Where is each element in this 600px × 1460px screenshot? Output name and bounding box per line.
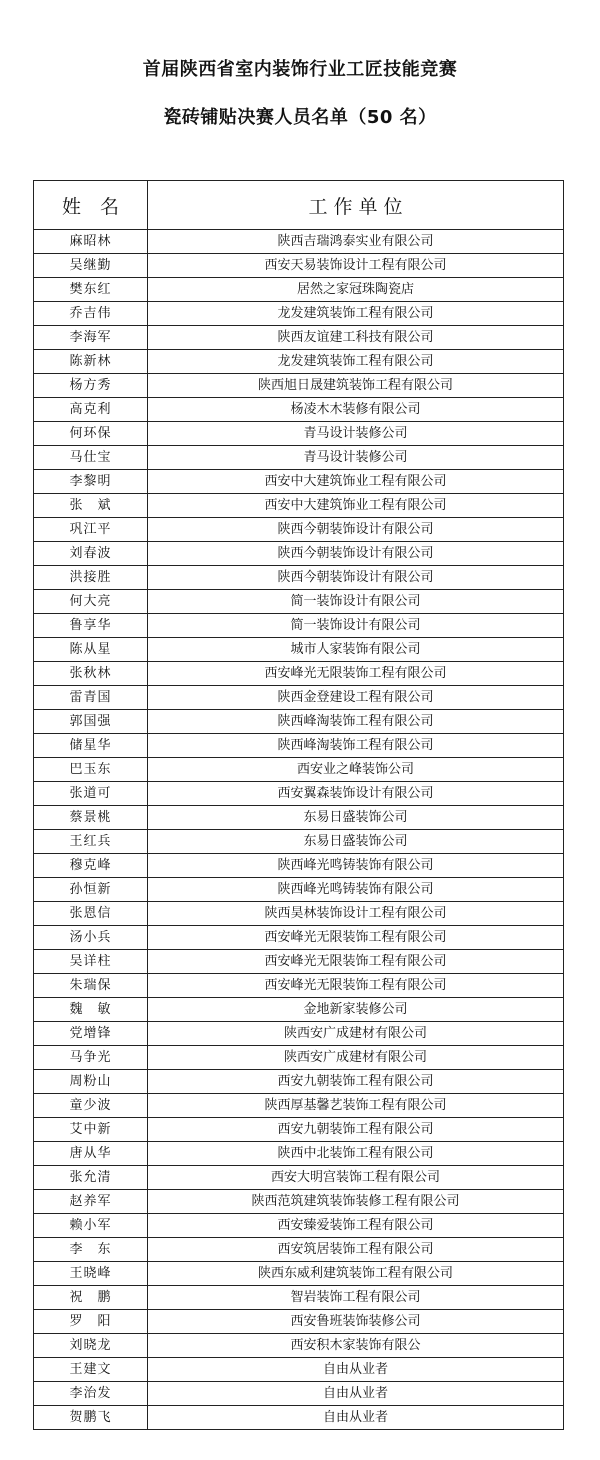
participant-unit: 陕西金登建设工程有限公司 — [148, 686, 564, 710]
participant-name: 刘晓龙 — [34, 1334, 148, 1358]
table-row — [34, 278, 564, 302]
table-row — [34, 422, 564, 446]
participant-unit: 陕西安广成建材有限公司 — [148, 1022, 564, 1046]
table-row — [34, 566, 564, 590]
participant-name: 巴玉东 — [34, 758, 148, 782]
participant-name: 李海军 — [34, 326, 148, 350]
document-title-line-1: 首届陕西省室内装饰行业工匠技能竞赛 — [142, 59, 458, 80]
document-title-line-2: 瓷砖铺贴决赛人员名单（50 名） — [163, 107, 437, 128]
participant-unit: 居然之家冠珠陶瓷店 — [148, 278, 564, 302]
participant-name: 陈从星 — [34, 638, 148, 662]
participant-name: 党增锋 — [34, 1022, 148, 1046]
participant-name: 周粉山 — [34, 1070, 148, 1094]
participant-name: 赵养军 — [34, 1190, 148, 1214]
participant-unit: 东易日盛装饰公司 — [148, 806, 564, 830]
participant-unit: 青马设计装修公司 — [148, 422, 564, 446]
participant-name: 张秋林 — [34, 662, 148, 686]
table-row — [34, 854, 564, 878]
participant-name: 张道可 — [34, 782, 148, 806]
table-row — [34, 398, 564, 422]
table-row — [34, 590, 564, 614]
table-row — [34, 710, 564, 734]
participant-unit: 西安峰光无限装饰工程有限公司 — [148, 950, 564, 974]
table-row — [34, 1214, 564, 1238]
participant-unit: 城市人家装饰有限公司 — [148, 638, 564, 662]
participant-unit: 陕西安广成建材有限公司 — [148, 1046, 564, 1070]
participant-unit: 陕西峰光鸣铸装饰有限公司 — [148, 878, 564, 902]
table-row — [34, 542, 564, 566]
participant-unit: 简一装饰设计有限公司 — [148, 590, 564, 614]
participant-name: 张恩信 — [34, 902, 148, 926]
table-row — [34, 686, 564, 710]
participant-name: 李黎明 — [34, 470, 148, 494]
table-body — [34, 230, 564, 1430]
participant-name: 刘春波 — [34, 542, 148, 566]
participant-name: 乔吉伟 — [34, 302, 148, 326]
participant-unit: 西安鲁班装饰装修公司 — [148, 1310, 564, 1334]
table-row — [34, 1238, 564, 1262]
participant-unit: 西安峰光无限装饰工程有限公司 — [148, 926, 564, 950]
finalist-table — [33, 180, 564, 1430]
table-row — [34, 1382, 564, 1406]
participant-name: 唐从华 — [34, 1142, 148, 1166]
participant-name: 巩江平 — [34, 518, 148, 542]
participant-unit: 西安九朝装饰工程有限公司 — [148, 1118, 564, 1142]
participant-name: 童少波 — [34, 1094, 148, 1118]
table-row — [34, 1166, 564, 1190]
participant-name: 罗 阳 — [34, 1310, 148, 1334]
table-row — [34, 830, 564, 854]
table-row — [34, 470, 564, 494]
participant-unit: 西安天易装饰设计工程有限公司 — [148, 254, 564, 278]
table-row — [34, 614, 564, 638]
table-row — [34, 254, 564, 278]
participant-name: 吴继勤 — [34, 254, 148, 278]
participant-name: 高克利 — [34, 398, 148, 422]
table-row — [34, 926, 564, 950]
participant-name: 杨方秀 — [34, 374, 148, 398]
participant-name: 郭国强 — [34, 710, 148, 734]
participant-name: 马争光 — [34, 1046, 148, 1070]
participant-unit: 自由从业者 — [148, 1358, 564, 1382]
participant-name: 朱瑞保 — [34, 974, 148, 998]
participant-unit: 陕西今朝装饰设计有限公司 — [148, 542, 564, 566]
participant-name: 汤小兵 — [34, 926, 148, 950]
table-row — [34, 326, 564, 350]
header-name: 姓 名 — [34, 181, 148, 230]
participant-name: 马仕宝 — [34, 446, 148, 470]
table-row — [34, 662, 564, 686]
participant-unit: 陕西峰光鸣铸装饰有限公司 — [148, 854, 564, 878]
table-row — [34, 1118, 564, 1142]
table-row — [34, 734, 564, 758]
participant-name: 张允清 — [34, 1166, 148, 1190]
participant-name: 储星华 — [34, 734, 148, 758]
participant-name: 鲁享华 — [34, 614, 148, 638]
participant-name: 李 东 — [34, 1238, 148, 1262]
participant-unit: 青马设计装修公司 — [148, 446, 564, 470]
table-row — [34, 974, 564, 998]
participant-unit: 西安峰光无限装饰工程有限公司 — [148, 974, 564, 998]
table-row — [34, 806, 564, 830]
participant-name: 吴详柱 — [34, 950, 148, 974]
participant-name: 祝 鹏 — [34, 1286, 148, 1310]
table-row — [34, 782, 564, 806]
participant-unit: 智岩装饰工程有限公司 — [148, 1286, 564, 1310]
table-row — [34, 518, 564, 542]
participant-name: 贺鹏飞 — [34, 1406, 148, 1430]
participant-unit: 西安业之峰装饰公司 — [148, 758, 564, 782]
participant-unit: 陕西今朝装饰设计有限公司 — [148, 518, 564, 542]
participant-unit: 西安中大建筑饰业工程有限公司 — [148, 470, 564, 494]
participant-name: 雷青国 — [34, 686, 148, 710]
participant-unit: 西安中大建筑饰业工程有限公司 — [148, 494, 564, 518]
table-row — [34, 446, 564, 470]
participant-name: 何环保 — [34, 422, 148, 446]
participant-name: 艾中新 — [34, 1118, 148, 1142]
table-row — [34, 230, 564, 254]
participant-unit: 简一装饰设计有限公司 — [148, 614, 564, 638]
participant-name: 魏 敏 — [34, 998, 148, 1022]
table-row — [34, 902, 564, 926]
participant-unit: 陕西昊林装饰设计工程有限公司 — [148, 902, 564, 926]
participant-unit: 龙发建筑装饰工程有限公司 — [148, 302, 564, 326]
participant-unit: 陕西峰淘装饰工程有限公司 — [148, 734, 564, 758]
table-row — [34, 758, 564, 782]
participant-name: 麻昭林 — [34, 230, 148, 254]
table-row — [34, 1358, 564, 1382]
table-row — [34, 350, 564, 374]
participant-unit: 陕西吉瑞鸿泰实业有限公司 — [148, 230, 564, 254]
table-row — [34, 1406, 564, 1430]
table-row — [34, 878, 564, 902]
participant-unit: 西安翼森装饰设计有限公司 — [148, 782, 564, 806]
participant-name: 王红兵 — [34, 830, 148, 854]
participant-unit: 西安积木家装饰有限公 — [148, 1334, 564, 1358]
participant-unit: 西安臻爱装饰工程有限公司 — [148, 1214, 564, 1238]
participant-unit: 陕西峰淘装饰工程有限公司 — [148, 710, 564, 734]
table-row — [34, 950, 564, 974]
participant-unit: 龙发建筑装饰工程有限公司 — [148, 350, 564, 374]
participant-unit: 陕西范筑建筑装饰装修工程有限公司 — [148, 1190, 564, 1214]
participant-unit: 西安筑居装饰工程有限公司 — [148, 1238, 564, 1262]
participant-name: 蔡景桃 — [34, 806, 148, 830]
participant-unit: 陕西厚基馨艺装饰工程有限公司 — [148, 1094, 564, 1118]
participant-unit: 自由从业者 — [148, 1382, 564, 1406]
participant-unit: 金地新家装修公司 — [148, 998, 564, 1022]
participant-unit: 西安峰光无限装饰工程有限公司 — [148, 662, 564, 686]
participant-unit: 自由从业者 — [148, 1406, 564, 1430]
participant-name: 樊东红 — [34, 278, 148, 302]
participant-name: 陈新林 — [34, 350, 148, 374]
header-unit: 工 作 单 位 — [148, 181, 564, 230]
table-row — [34, 1190, 564, 1214]
participant-name: 赖小军 — [34, 1214, 148, 1238]
participant-name: 孙恒新 — [34, 878, 148, 902]
table-header-row — [34, 181, 564, 230]
table-row — [34, 1334, 564, 1358]
table-row — [34, 1094, 564, 1118]
table-row — [34, 1046, 564, 1070]
participant-unit: 陕西中北装饰工程有限公司 — [148, 1142, 564, 1166]
participant-unit: 陕西友谊建工科技有限公司 — [148, 326, 564, 350]
participant-name: 李治发 — [34, 1382, 148, 1406]
participant-name: 张 斌 — [34, 494, 148, 518]
participant-unit: 陕西旭日晟建筑装饰工程有限公司 — [148, 374, 564, 398]
table-row — [34, 494, 564, 518]
participant-unit: 陕西今朝装饰设计有限公司 — [148, 566, 564, 590]
participant-unit: 杨凌木木装修有限公司 — [148, 398, 564, 422]
table-row — [34, 1142, 564, 1166]
participant-name: 王建文 — [34, 1358, 148, 1382]
participant-name: 穆克峰 — [34, 854, 148, 878]
table-row — [34, 374, 564, 398]
table-row — [34, 1286, 564, 1310]
table-row — [34, 1070, 564, 1094]
participant-name: 何大亮 — [34, 590, 148, 614]
participant-name: 王晓峰 — [34, 1262, 148, 1286]
table-row — [34, 1262, 564, 1286]
table-row — [34, 302, 564, 326]
participant-unit: 陕西东威利建筑装饰工程有限公司 — [148, 1262, 564, 1286]
table-row — [34, 1022, 564, 1046]
table-row — [34, 1310, 564, 1334]
participant-unit: 西安大明宫装饰工程有限公司 — [148, 1166, 564, 1190]
participant-unit: 东易日盛装饰公司 — [148, 830, 564, 854]
table-row — [34, 638, 564, 662]
table-row — [34, 998, 564, 1022]
participant-name: 洪接胜 — [34, 566, 148, 590]
participant-unit: 西安九朝装饰工程有限公司 — [148, 1070, 564, 1094]
